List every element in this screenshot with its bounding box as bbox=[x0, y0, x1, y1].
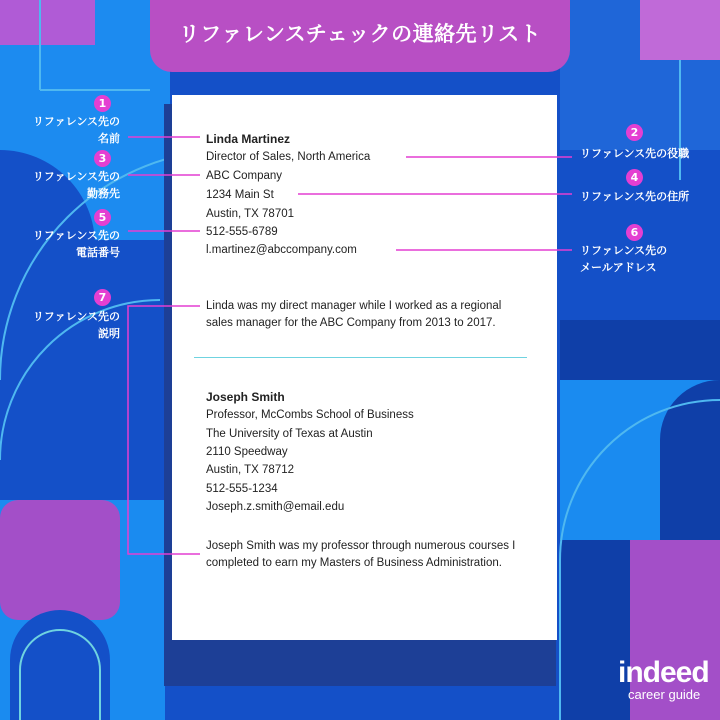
label3-line2: 勤務先 bbox=[87, 187, 120, 200]
title-banner bbox=[150, 0, 570, 72]
label4-text bbox=[580, 188, 689, 205]
label6-line1: リファレンス先の bbox=[580, 244, 668, 257]
label5-number: 5 bbox=[94, 209, 111, 226]
label7-line1: リファレンス先の bbox=[32, 310, 120, 323]
reference1-phone: 512-555-6789 bbox=[206, 226, 278, 238]
label6-line2: メールアドレス bbox=[580, 261, 657, 274]
label7-line2: 説明 bbox=[98, 327, 120, 340]
reference1-desc-line1: Linda was my direct manager while I worked as a regional bbox=[206, 300, 502, 312]
label3-text bbox=[33, 168, 120, 202]
reference1-description bbox=[206, 298, 526, 332]
section-divider bbox=[194, 357, 527, 358]
reference1-name: Linda Martinez bbox=[206, 132, 291, 146]
label6-number: 6 bbox=[626, 224, 643, 241]
label7-text bbox=[33, 308, 120, 342]
page-title: リファレンスチェックの連絡先リスト bbox=[178, 22, 542, 46]
reference2-desc-line1: Joseph Smith was my professor through numerous courses I bbox=[206, 540, 516, 552]
label4-line1: リファレンス先の住所 bbox=[580, 190, 690, 203]
label7-number: 7 bbox=[94, 289, 111, 306]
reference2-name: Joseph Smith bbox=[206, 390, 285, 404]
reference2-phone: 512-555-1234 bbox=[206, 483, 278, 495]
label2-text bbox=[580, 145, 689, 162]
reference1-position: Director of Sales, North America bbox=[206, 151, 371, 163]
label1-line1: リファレンス先の bbox=[32, 115, 120, 128]
label3-line1: リファレンス先の bbox=[32, 170, 120, 183]
reference2-desc-line2: completed to earn my Masters of Business Administration. bbox=[206, 557, 502, 569]
label1-text bbox=[33, 113, 120, 147]
label2-line1: リファレンス先の役職 bbox=[580, 147, 690, 160]
indeed-logo bbox=[618, 658, 709, 702]
reference2-address1: 2110 Speedway bbox=[206, 446, 288, 458]
reference-document bbox=[172, 95, 557, 640]
label5-text bbox=[33, 227, 120, 261]
logo-subtitle: career guide bbox=[628, 687, 701, 702]
label4-number: 4 bbox=[626, 169, 643, 186]
reference1-address2: Austin, TX 78701 bbox=[206, 208, 295, 220]
reference2-description bbox=[206, 538, 526, 572]
label1-line2: 名前 bbox=[98, 132, 120, 145]
label5-line1: リファレンス先の bbox=[32, 229, 120, 242]
reference2-address2: Austin, TX 78712 bbox=[206, 464, 295, 476]
label1-number: 1 bbox=[94, 95, 111, 112]
label2-number: 2 bbox=[626, 124, 643, 141]
reference2-email: Joseph.z.smith@email.edu bbox=[206, 501, 345, 513]
logo-brand: indeed bbox=[618, 656, 709, 689]
reference1-company: ABC Company bbox=[206, 170, 283, 182]
reference1-address1: 1234 Main St bbox=[206, 189, 274, 201]
reference1-email: l.martinez@abccompany.com bbox=[206, 244, 357, 256]
reference1-desc-line2: sales manager for the ABC Company from 2013 to 2017. bbox=[206, 317, 496, 329]
reference2-company: The University of Texas at Austin bbox=[206, 428, 373, 440]
label6-text bbox=[580, 242, 667, 276]
label3-number: 3 bbox=[94, 150, 111, 167]
reference2-position: Professor, McCombs School of Business bbox=[206, 409, 414, 421]
label5-line2: 電話番号 bbox=[76, 246, 120, 259]
